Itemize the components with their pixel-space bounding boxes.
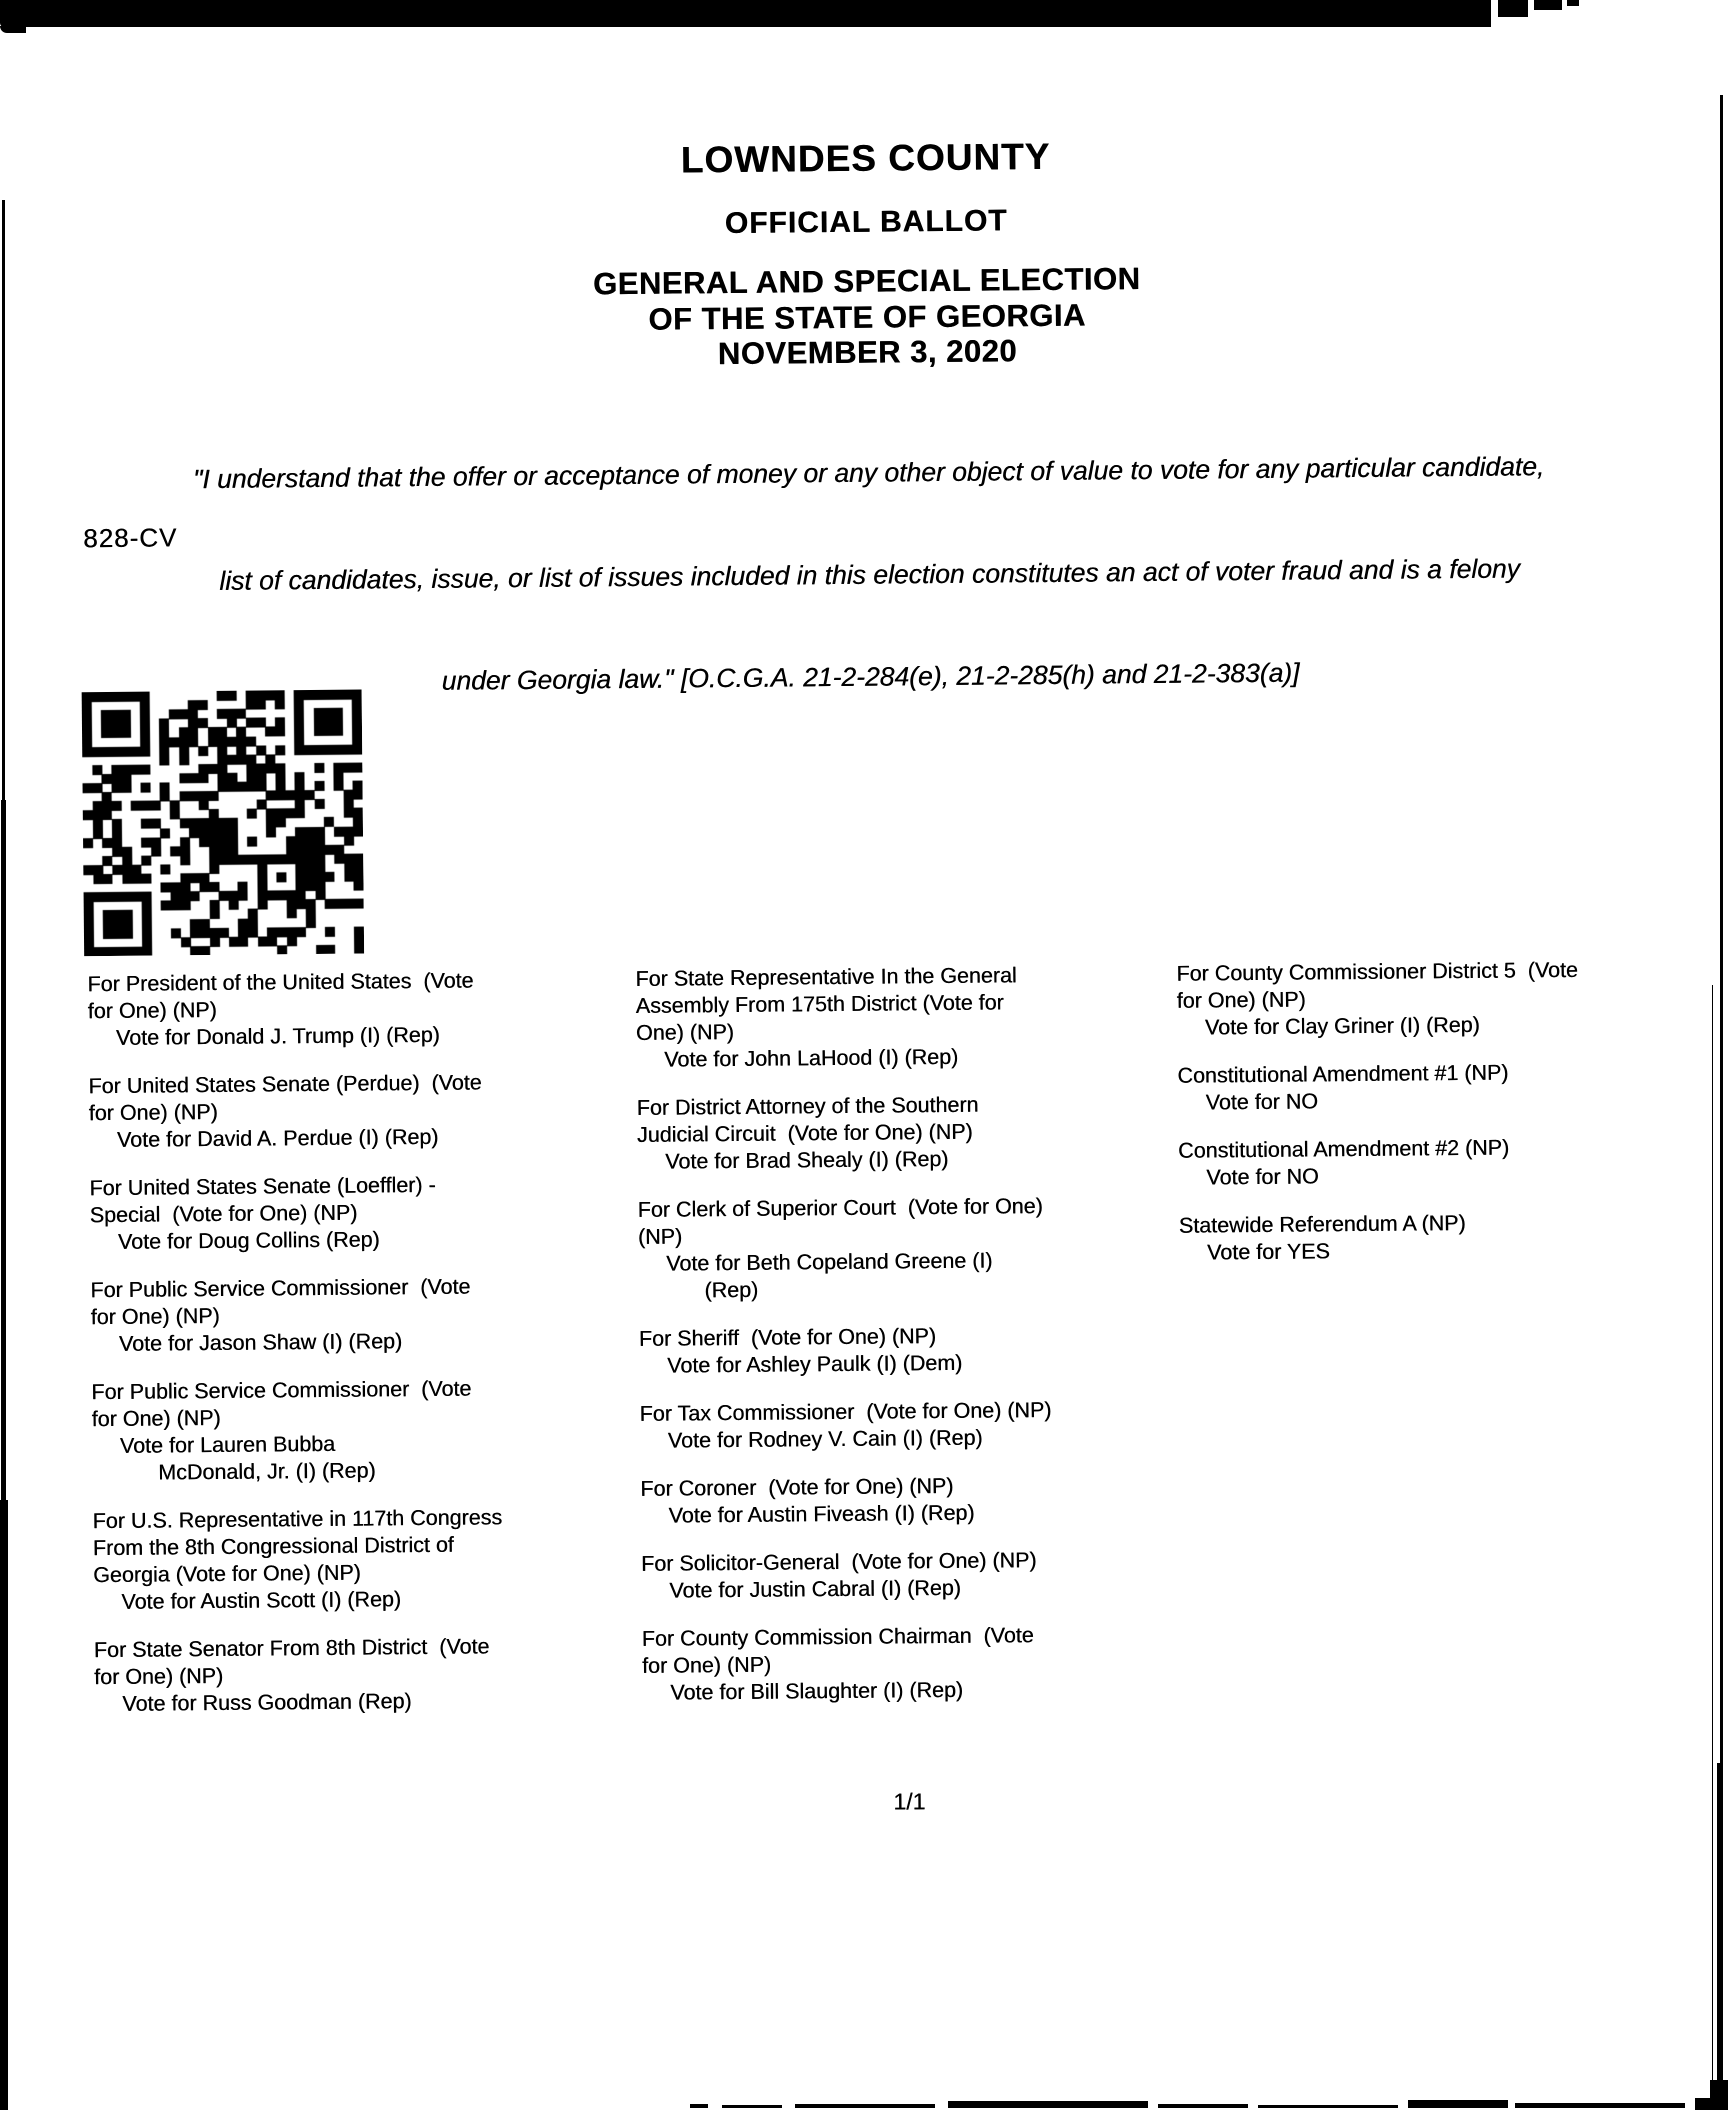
- contest-office-line: Constitutional Amendment #1 (NP): [1177, 1060, 1509, 1088]
- contest-office-line: For Public Service Commissioner (Vote: [91, 1376, 472, 1405]
- ballot-column-3: [1176, 955, 1728, 1287]
- contest-vote-line: Vote for Jason Shaw (I) (Rep): [118, 1329, 403, 1356]
- contest: [92, 1503, 645, 1616]
- contest-office-line: For District Attorney of the Southern: [636, 1092, 979, 1120]
- contest-office-line: For United States Senate (Perdue) (Vote: [88, 1070, 482, 1099]
- scan-artifact-bottom-dash: [948, 2101, 1148, 2108]
- contest-office-line: for One) (NP): [1176, 987, 1306, 1013]
- contest-office-line: For Solicitor-General (Vote for One) (NP): [640, 1548, 1037, 1576]
- contest-office-line: Judicial Circuit (Vote for One) (NP): [636, 1119, 973, 1147]
- contest-office-line: For Public Service Commissioner (Vote: [90, 1274, 471, 1303]
- contest-vote-line: Vote for Doug Collins (Rep): [117, 1227, 380, 1254]
- contest-office-line: For Tax Commissioner (Vote for One) (NP): [639, 1397, 1052, 1426]
- election-title-line1: GENERAL AND SPECIAL ELECTION: [592, 261, 1141, 302]
- contest: [1176, 955, 1728, 1041]
- election-title-line2: OF THE STATE OF GEORGIA: [648, 297, 1086, 337]
- scan-artifact-bottom-dash: [795, 2104, 935, 2108]
- contest: [639, 1321, 1184, 1380]
- ballot-column-1: [87, 966, 646, 1739]
- contest: [641, 1546, 1186, 1605]
- contest-office-line: Statewide Referendum A (NP): [1178, 1210, 1466, 1238]
- contest: [87, 966, 640, 1052]
- contest-office-line: For County Commissioner District 5 (Vote: [1176, 957, 1578, 986]
- contest: [1179, 1207, 1728, 1266]
- contest-office-line: Constitutional Amendment #2 (NP): [1177, 1135, 1510, 1163]
- scan-artifact-bottom-dash: [1408, 2100, 1508, 2108]
- contest: [1177, 1057, 1728, 1116]
- contest-vote-line: Vote for Justin Cabral (I) (Rep): [669, 1575, 961, 1603]
- contest: [88, 1068, 641, 1154]
- contest-vote-line: McDonald, Jr. (I) (Rep): [158, 1458, 376, 1485]
- contest-office-line: One) (NP): [635, 1020, 735, 1045]
- scan-artifact-bottom-dash: [1258, 2105, 1398, 2108]
- contest-office-line: For Clerk of Superior Court (Vote for One): [637, 1194, 1043, 1222]
- contest-vote-line: Vote for Ashley Paulk (I) (Dem): [667, 1350, 963, 1378]
- contest-office-line: For Sheriff (Vote for One) (NP): [638, 1324, 937, 1351]
- contest-office-line: for One) (NP): [91, 1405, 221, 1432]
- scan-artifact-left-edge: [1, 800, 6, 1520]
- contest-office-line: Georgia (Vote for One) (NP): [93, 1560, 361, 1588]
- election-date: NOVEMBER 3, 2020: [717, 333, 1018, 372]
- contest-office-line: Special (Vote for One) (NP): [89, 1200, 358, 1228]
- ballot-column-2: [635, 961, 1187, 1728]
- contest-vote-line: Vote for Donald J. Trump (I) (Rep): [115, 1022, 440, 1050]
- qr-code: [82, 690, 365, 957]
- contest-vote-line: Vote for NO: [1205, 1089, 1319, 1115]
- contest-vote-line: Vote for Austin Fiveash (I) (Rep): [668, 1500, 975, 1528]
- contest-vote-line: Vote for NO: [1206, 1164, 1319, 1190]
- contest-vote-line: Vote for Rodney V. Cain (I) (Rep): [667, 1425, 983, 1453]
- contest-office-line: For President of the United States (Vote: [87, 968, 474, 997]
- contest-office-line: for One) (NP): [88, 1099, 218, 1126]
- scan-artifact-bottom-dash: [1158, 2104, 1248, 2108]
- contest-vote-line: Vote for Russ Goodman (Rep): [122, 1689, 412, 1716]
- scan-artifact-bottom-dash: [722, 2105, 782, 2108]
- contest: [637, 1090, 1183, 1176]
- fraud-disclaimer-line: under Georgia law." [O.C.G.A. 21-2-284(e), 21-2-285(h) and 21-2-383(a)]: [441, 657, 1300, 696]
- contest: [91, 1374, 644, 1487]
- contest: [90, 1272, 643, 1358]
- contest-office-line: (NP): [637, 1224, 683, 1249]
- fraud-disclaimer-line: "I understand that the offer or acceptance of money or any other object of value to vote for any particular candidate,: [192, 451, 1545, 495]
- contest: [640, 1471, 1185, 1530]
- contest-vote-line: Vote for John LaHood (I) (Rep): [664, 1044, 959, 1072]
- contest: [1178, 1132, 1728, 1191]
- contest-vote-line: Vote for Clay Griner (I) (Rep): [1204, 1012, 1480, 1040]
- contest: [635, 961, 1181, 1074]
- contest-vote-line: Vote for Brad Shealy (I) (Rep): [665, 1146, 949, 1174]
- contest: [639, 1396, 1184, 1455]
- scan-artifact-bottom-dash: [690, 2104, 708, 2108]
- contest: [642, 1621, 1188, 1707]
- contest: [94, 1632, 647, 1718]
- page-number: 1/1: [893, 1788, 926, 1815]
- scan-artifact-bottom-dash: [1695, 2098, 1728, 2110]
- scan-artifact-left-edge: [0, 1500, 8, 2110]
- contest-office-line: For County Commission Chairman (Vote: [641, 1623, 1034, 1651]
- contest-office-line: From the 8th Congressional District of: [92, 1532, 454, 1561]
- scan-artifact-bottom-dash: [1515, 2103, 1685, 2108]
- contest-office-line: For United States Senate (Loeffler) -: [89, 1172, 436, 1201]
- contest-office-line: For Coroner (Vote for One) (NP): [640, 1473, 954, 1501]
- contest-office-line: for One) (NP): [93, 1663, 224, 1690]
- contest-office-line: Assembly From 175th District (Vote for: [635, 990, 1004, 1018]
- contest-vote-line: Vote for Lauren Bubba: [119, 1431, 336, 1458]
- county-title: LOWNDES COUNTY: [680, 135, 1051, 181]
- contest: [638, 1192, 1184, 1305]
- contest-vote-line: Vote for Austin Scott (I) (Rep): [121, 1587, 402, 1614]
- contest-vote-line: Vote for David A. Perdue (I) (Rep): [116, 1124, 439, 1152]
- contest-vote-line: Vote for Beth Copeland Greene (I): [666, 1248, 993, 1276]
- contest: [89, 1170, 642, 1256]
- contest-office-line: For State Representative In the General: [635, 963, 1017, 991]
- contest-vote-line: Vote for Bill Slaughter (I) (Rep): [670, 1677, 964, 1705]
- contest-office-line: For U.S. Representative in 117th Congress: [92, 1505, 503, 1534]
- contest-office-line: for One) (NP): [87, 997, 217, 1024]
- ballot-type-title: OFFICIAL BALLOT: [724, 204, 1008, 241]
- contest-office-line: for One) (NP): [90, 1303, 220, 1330]
- contest-vote-line: (Rep): [704, 1277, 759, 1303]
- contest-office-line: for One) (NP): [641, 1652, 772, 1678]
- contest-vote-line: Vote for YES: [1206, 1239, 1330, 1265]
- fraud-disclaimer-line: list of candidates, issue, or list of issues included in this election constitutes an act of voter fraud and is a felony: [219, 553, 1521, 596]
- contest-office-line: For State Senator From 8th District (Vote: [93, 1634, 490, 1663]
- ballot-style-code: 828-CV: [83, 522, 178, 554]
